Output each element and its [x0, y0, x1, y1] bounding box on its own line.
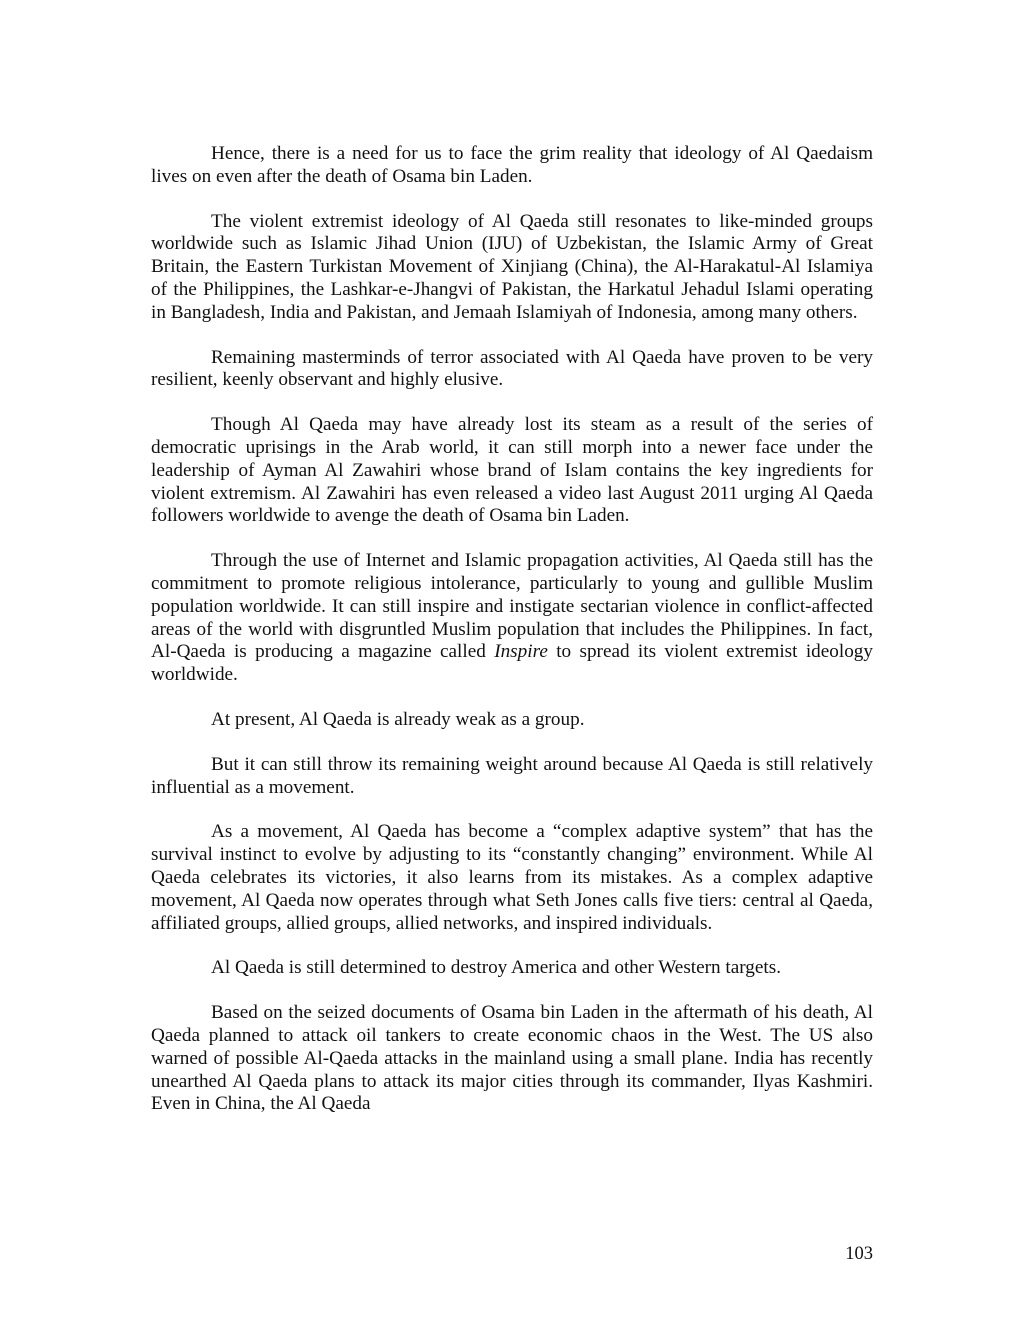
paragraph-grim-reality: Hence, there is a need for us to face the grim reality that ideology of Al Qaedaism lives on even after the death of Osama bin Laden.: [151, 143, 873, 187]
paragraph-complex-adaptive-system: As a movement, Al Qaeda has become a “complex adaptive system” that has the survival instinct to evolve by adjusting to its “constantly changing” environment. While Al Qaeda celebrates its victories, it also learns from its mistakes. As a complex adaptive movement, Al Qaeda now operates through what Seth Jones calls five tiers: central al Qaeda, affiliated groups, allied groups, allied networks, and inspired individuals.: [151, 821, 873, 934]
paragraph-inspire-text-before: Through the use of Internet and Islamic propagation activities, Al Qaeda still has the commitment to promote religious intolerance, particularly to young and gullible Muslim population worldwide. It can still inspire and instigate sectarian violence in conflict-affected areas of the world with disgruntled Muslim population that includes the Philippines. In fact, Al-Qaeda is producing a magazine called: [151, 550, 873, 663]
page-number: 103: [845, 1244, 873, 1264]
paragraph-western-targets: Al Qaeda is still determined to destroy America and other Western targets.: [211, 957, 782, 979]
paragraph-weak-group: At present, Al Qaeda is already weak as a group.: [211, 708, 585, 730]
paragraph-inspire-magazine: [151, 550, 873, 687]
paragraph-inspire-text-after: to spread its violent extremist ideology worldwide.: [151, 641, 873, 686]
paragraph-seized-documents: Based on the seized documents of Osama bin Laden in the aftermath of his death, Al Qaeda planned to attack oil tankers to create economic chaos in the West. The US also warned of possible Al-Qaeda attacks in the mainland using a small plane. India has recently unearthed Al Qaeda plans to attack its major cities through its commander, Ilyas Kashmiri. Even in China, the Al Qaeda: [151, 1002, 873, 1115]
document-body: [151, 143, 873, 1116]
magazine-title-inspire: Inspire: [494, 641, 548, 663]
paragraph-masterminds: Remaining masterminds of terror associated with Al Qaeda have proven to be very resilient, keenly observant and highly elusive.: [151, 346, 873, 391]
paragraph-influential-movement: But it can still throw its remaining weight around because Al Qaeda is still relatively influential as a movement.: [151, 753, 873, 798]
paragraph-zawahiri: Though Al Qaeda may have already lost its steam as a result of the series of democratic uprisings in the Arab world, it can still morph into a newer face under the leadership of Ayman Al Zawahiri whose brand of Islam contains the key ingredients for violent extremism. Al Zawahiri has even released a video last August 2011 urging Al Qaeda followers worldwide to avenge the death of Osama bin Laden.: [151, 414, 873, 527]
paragraph-extremist-groups: The violent extremist ideology of Al Qaeda still resonates to like-minded groups worldwide such as Islamic Jihad Union (IJU) of Uzbekistan, the Islamic Army of Great Britain, the Eastern Turkistan Movement of Xinjiang (China), the Al-Harakatul-Al Islamiya of the Philippines, the Lashkar-e-Jhangvi of Pakistan, the Harkatul Jehadul Islami operating in Bangladesh, India and Pakistan, and Jemaah Islamiyah of Indonesia, among many others.: [151, 210, 873, 323]
